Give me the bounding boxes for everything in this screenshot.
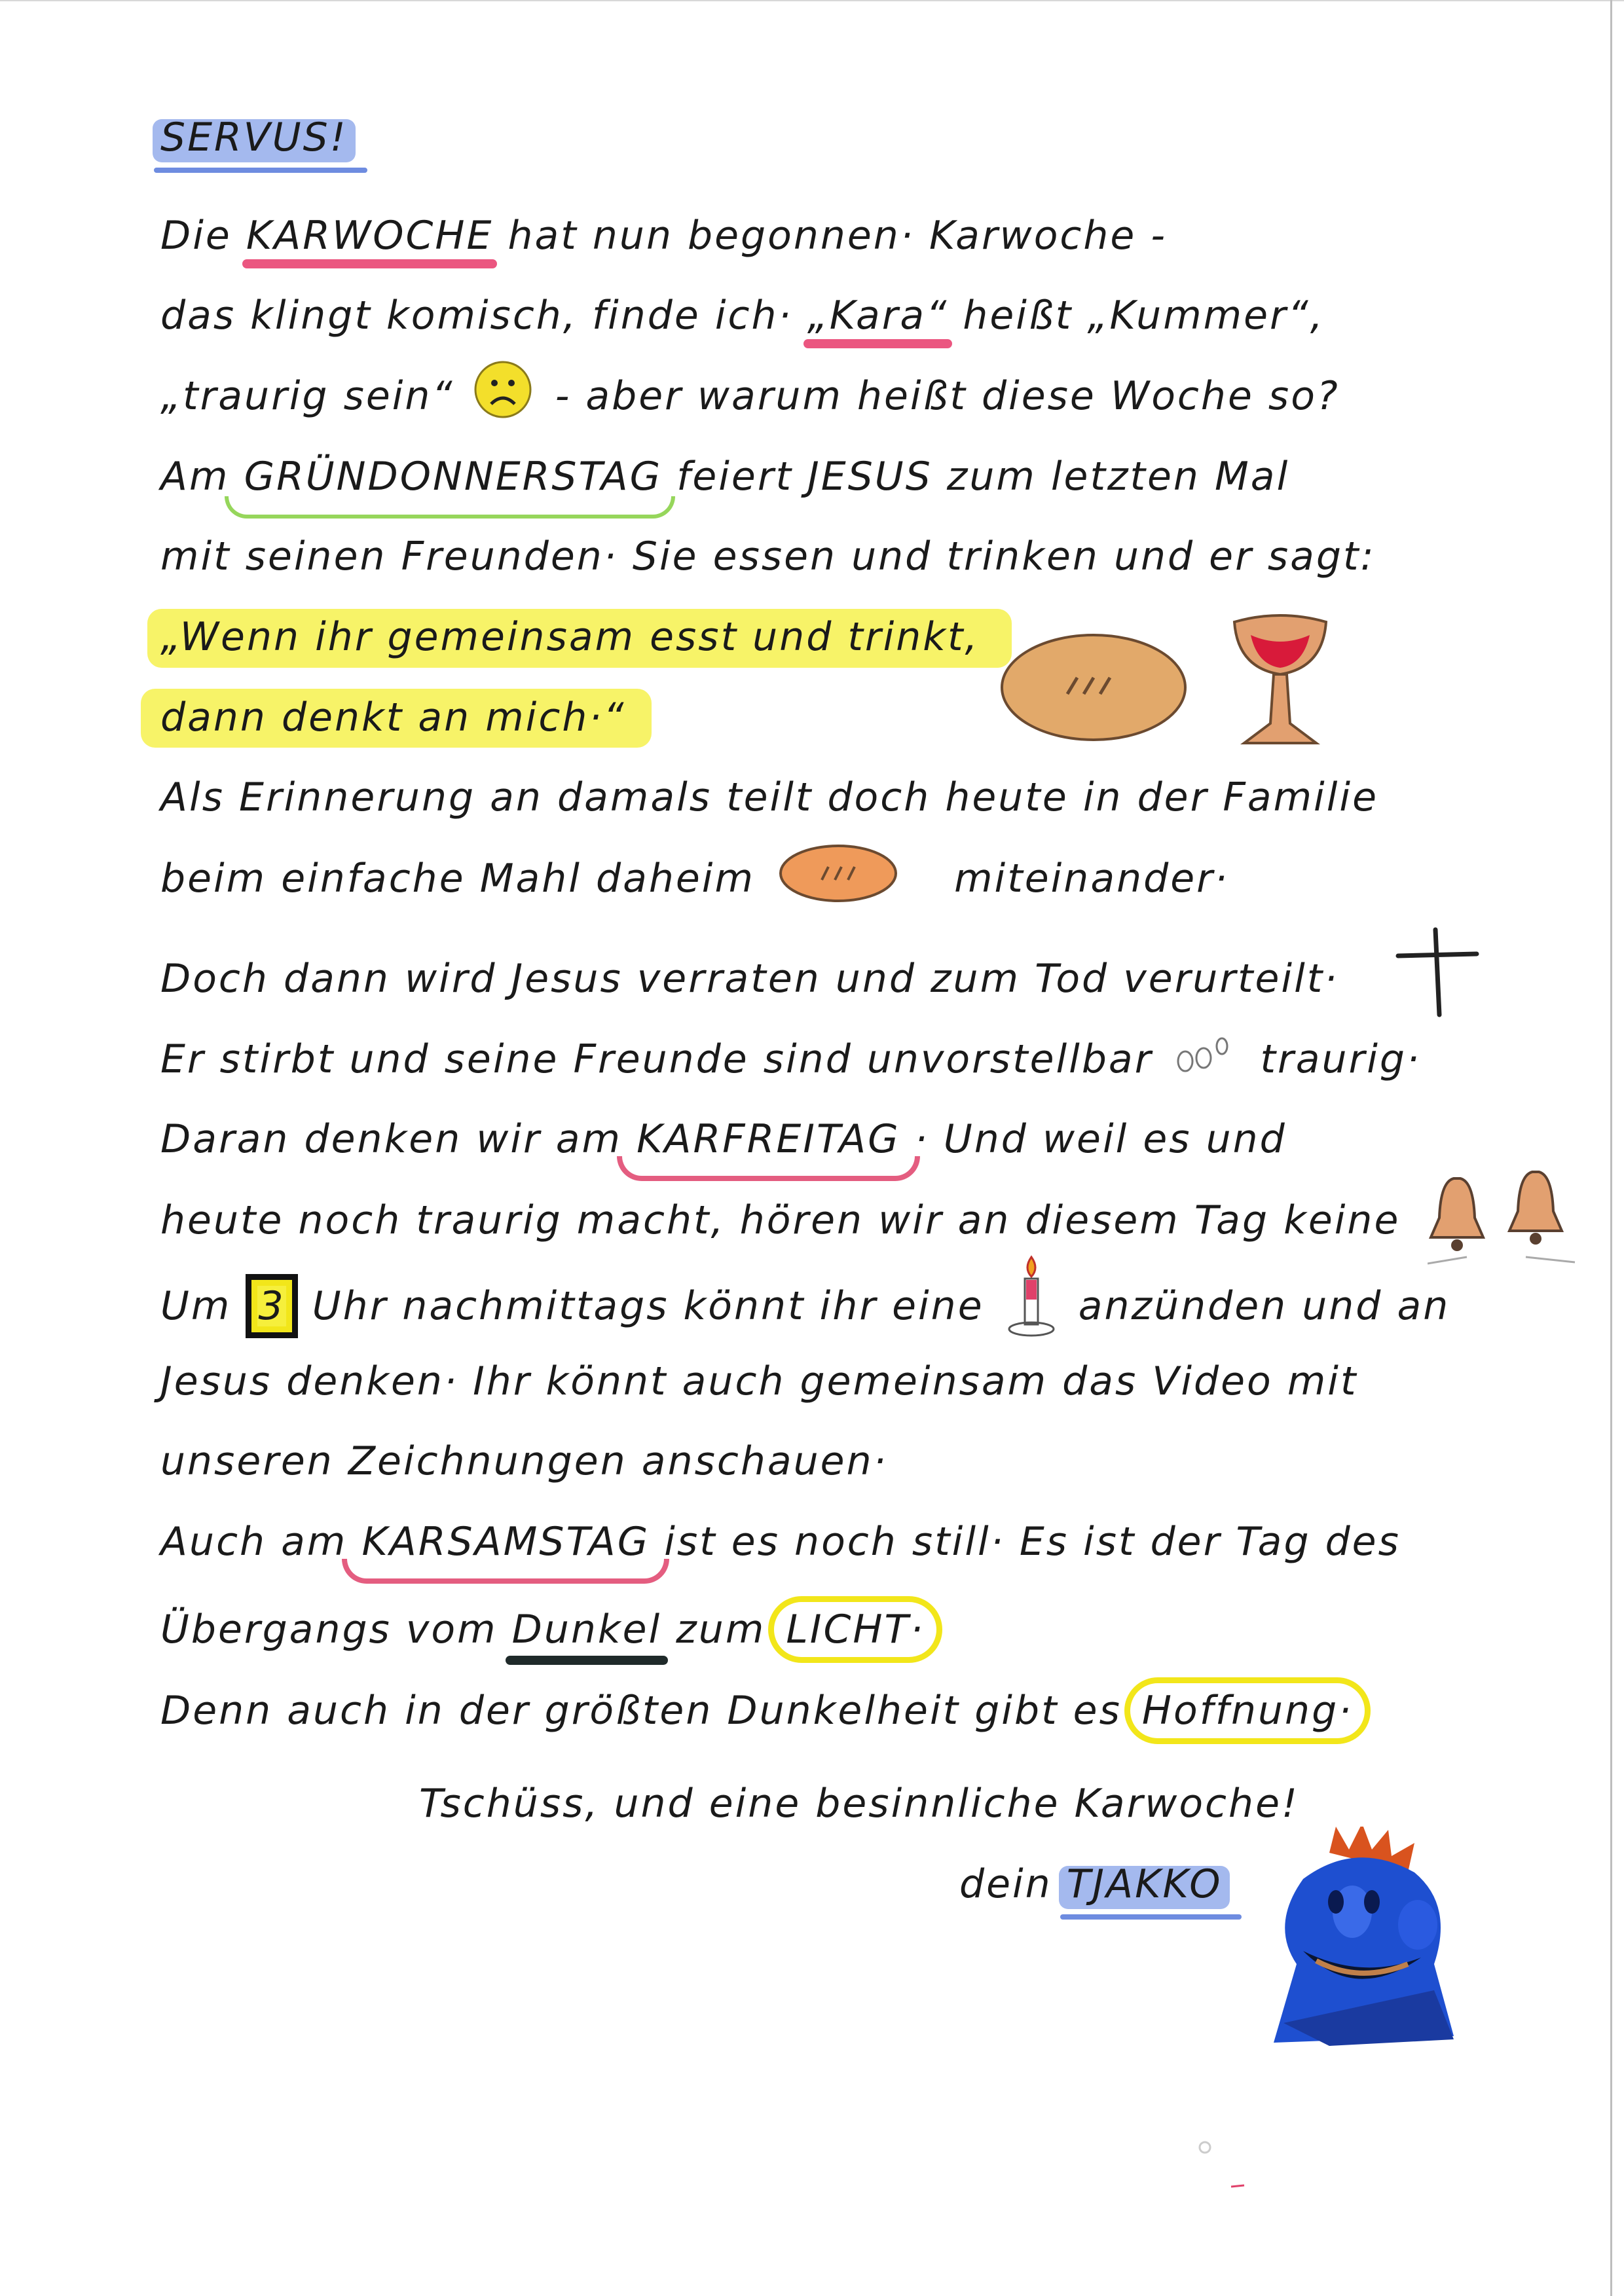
text: traurig· xyxy=(1260,1036,1422,1082)
text: feiert JESUS zum letzten Mal xyxy=(662,454,1290,500)
text-line-8: Als Erinnerung an damals teilt doch heute in der Familie xyxy=(160,774,1378,820)
cross-icon xyxy=(1395,926,1480,1018)
dunkel-highlight: Dunkel xyxy=(512,1603,662,1656)
hoffnung-highlight: Hoffnung· xyxy=(1124,1677,1371,1744)
tjakko-mascot-icon xyxy=(1257,1827,1473,2049)
text-line-12 xyxy=(160,1113,1287,1165)
text-line-13 xyxy=(160,1194,1400,1247)
text-line-15: Jesus denken· Ihr könnt auch gemeinsam das Video mit xyxy=(160,1358,1358,1404)
text-line-3 xyxy=(160,370,1340,422)
chalice-icon xyxy=(1225,609,1336,746)
signoff-name: TJAKKO xyxy=(1067,1858,1223,1910)
text-line-2 xyxy=(160,289,1325,342)
text: Doch dann wird Jesus verraten und zum Tod verurteilt· xyxy=(160,956,1339,1002)
sad-face-icon xyxy=(469,370,541,409)
text: ist es noch still· Es ist der Tag des xyxy=(650,1519,1401,1565)
text: heißt „Kummer“, xyxy=(948,293,1325,338)
text: Er stirbt und seine Freunde sind unvorstellbar xyxy=(160,1036,1153,1082)
text: Denn auch in der größten Dunkelheit gibt es xyxy=(160,1688,1136,1734)
text-line-16: unseren Zeichnungen anschauen· xyxy=(160,1438,888,1484)
text-line-17 xyxy=(160,1516,1401,1568)
licht-highlight: LICHT· xyxy=(768,1596,942,1663)
closing-line: Tschüss, und eine besinnliche Karwoche! xyxy=(419,1781,1300,1827)
bread-icon xyxy=(995,629,1192,746)
greeting: SERVUS! xyxy=(160,111,348,164)
text: hat nun begonnen· Karwoche - xyxy=(493,213,1168,259)
kara-highlight: „Kara“ xyxy=(807,289,949,342)
text: beim einfache Mahl daheim xyxy=(160,856,755,902)
tears-icon xyxy=(1167,1033,1246,1072)
text-line-4 xyxy=(160,450,1289,503)
text: anzünden und an xyxy=(1078,1283,1450,1329)
karsamstag-highlight: KARSAMSTAG xyxy=(361,1516,650,1568)
bells-icon xyxy=(1428,1165,1578,1270)
text: Auch am xyxy=(160,1519,362,1565)
signoff-line xyxy=(959,1858,1222,1910)
text: Am xyxy=(160,454,244,500)
text-line-1 xyxy=(160,210,1167,262)
text-line-5: mit seinen Freunden· Sie essen und trinken und er sagt: xyxy=(160,534,1376,579)
text: Daran denken wir am xyxy=(160,1116,637,1162)
text-line-11 xyxy=(160,1033,1421,1085)
quote-line-1: „Wenn ihr gemeinsam esst und trinkt, xyxy=(160,614,980,660)
greeting-line xyxy=(160,111,348,164)
karwoche-highlight: KARWOCHE xyxy=(246,210,494,262)
scan-speck-icon xyxy=(1195,2138,1221,2164)
text-line-14 xyxy=(160,1274,1450,1338)
text-line-9 xyxy=(160,852,1229,905)
text-line-10 xyxy=(160,953,1338,1005)
text: „traurig sein“ xyxy=(160,373,454,419)
text: - aber warum heißt diese Woche so? xyxy=(555,373,1340,419)
gruendonnerstag-highlight: GRÜNDONNERSTAG xyxy=(244,450,663,503)
text: Übergangs vom xyxy=(160,1607,512,1652)
text: · Und weil es und xyxy=(900,1116,1287,1162)
text: heute noch traurig macht, hören wir an diesem Tag keine xyxy=(160,1197,1401,1243)
text-line-18 xyxy=(160,1596,942,1663)
text: zum xyxy=(661,1607,781,1652)
number-three-box: 3 xyxy=(246,1274,297,1338)
text: Uhr nachmittags könnt ihr eine xyxy=(297,1283,984,1329)
signoff-prefix: dein xyxy=(959,1861,1067,1907)
quote-line-2: dann denkt an mich·“ xyxy=(160,695,626,740)
scan-speck-icon xyxy=(1228,2180,1247,2193)
karfreitag-highlight: KARFREITAG xyxy=(637,1113,900,1165)
text: das klingt komisch, finde ich· xyxy=(160,293,807,338)
text: miteinander· xyxy=(954,856,1229,902)
text-line-19 xyxy=(160,1677,1371,1744)
text: Die xyxy=(160,213,246,259)
text: Um xyxy=(160,1283,246,1329)
small-bread-icon xyxy=(769,852,940,892)
candle-icon xyxy=(999,1280,1064,1319)
